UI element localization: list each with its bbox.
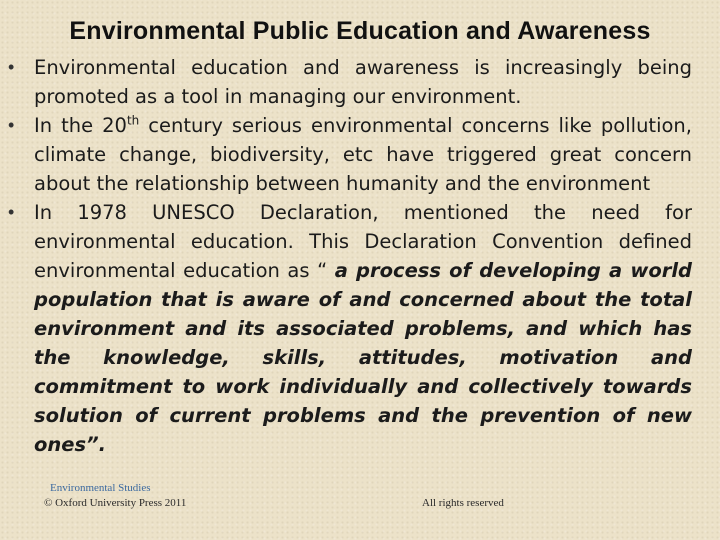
bullet-dot-icon: • (8, 115, 15, 135)
footer-rights: All rights reserved (422, 497, 504, 509)
bullet-item (8, 111, 692, 198)
footer-copyright: © Oxford University Press 2011 (44, 497, 187, 509)
bullet-list (8, 53, 692, 459)
bullet-dot-icon: • (8, 202, 15, 222)
slide-title: Environmental Public Education and Awareness (69, 17, 651, 45)
bullet-item (8, 198, 692, 459)
definition-quote: a process of developing a world population that is aware of and concerned about the total environment and its associated problems, and which has the knowledge, skills, attitudes, motivation and commitment to work individually and collectively towards solution of current problems and the prevention of new ones”. (34, 259, 692, 456)
footer-course-label: Environmental Studies (50, 482, 151, 494)
bullet-text: Environmental education and awareness is increasingly being promoted as a tool in managing our environment. (34, 56, 692, 108)
bullet-dot-icon: • (8, 57, 15, 77)
bullet-text: In the 20 (34, 114, 127, 137)
bullet-item (8, 53, 692, 111)
bullet-text-continued: century serious environmental concerns like pollution, climate change, biodiversity, etc have triggered great concern about the relationship between humanity and the environment (34, 114, 692, 195)
bullet-text: In 1978 UNESCO Declaration, mentioned the need for environmental education. This Declaration Convention defined environmental education as “ (34, 201, 692, 282)
superscript: th (126, 113, 140, 128)
